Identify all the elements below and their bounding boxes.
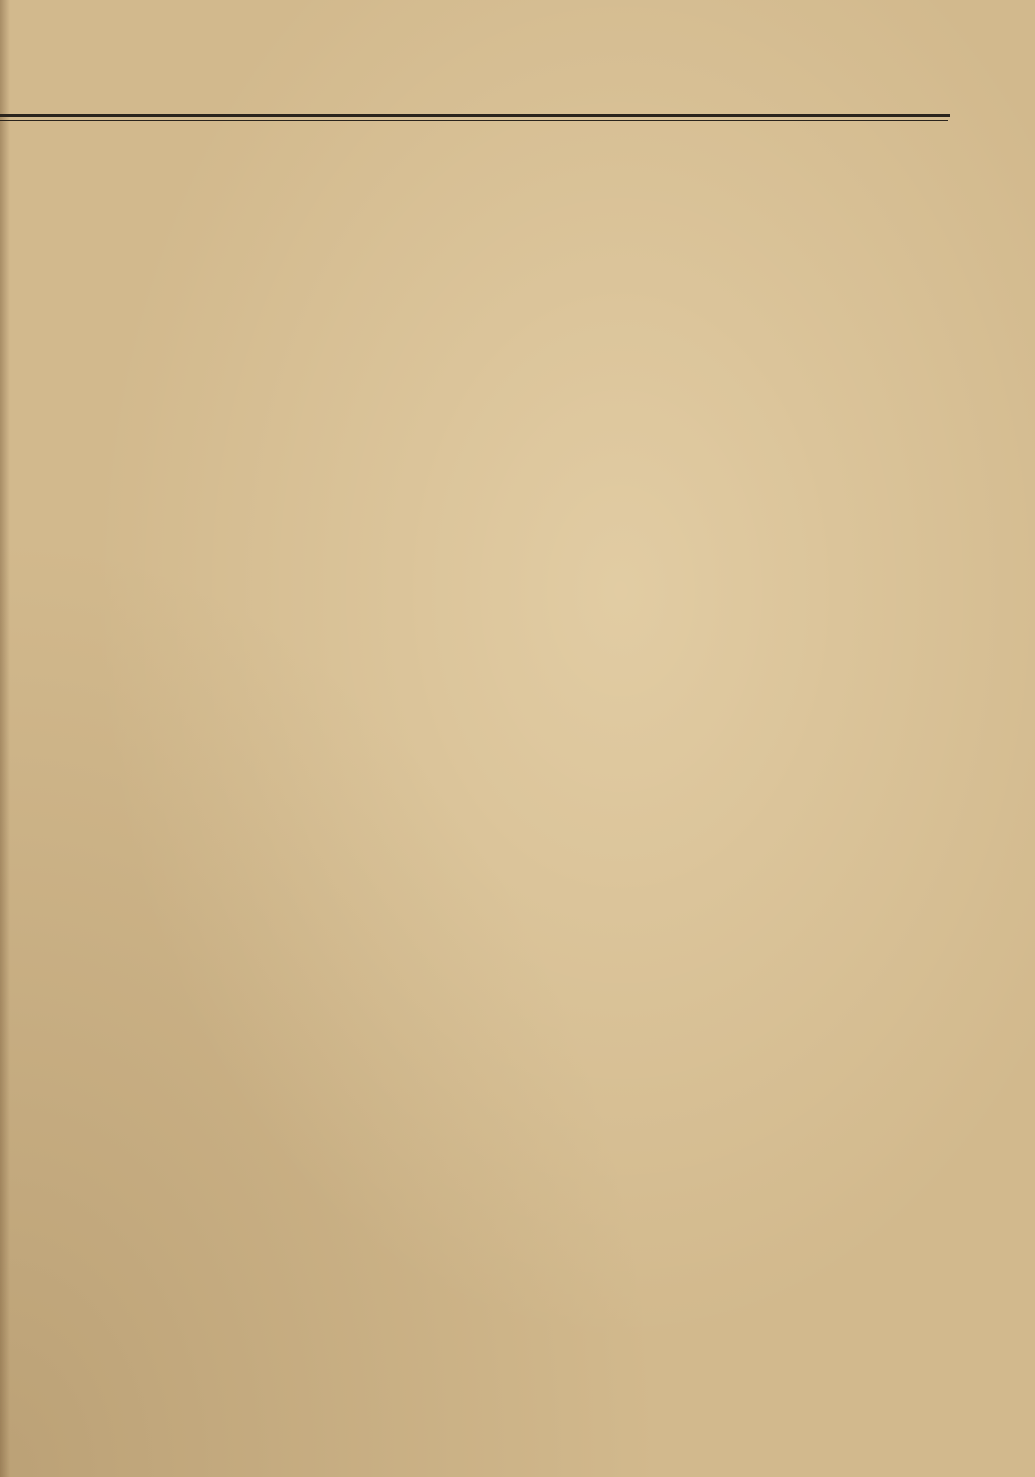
heading-rule-thin [0,120,948,121]
heading-rule [0,114,950,117]
